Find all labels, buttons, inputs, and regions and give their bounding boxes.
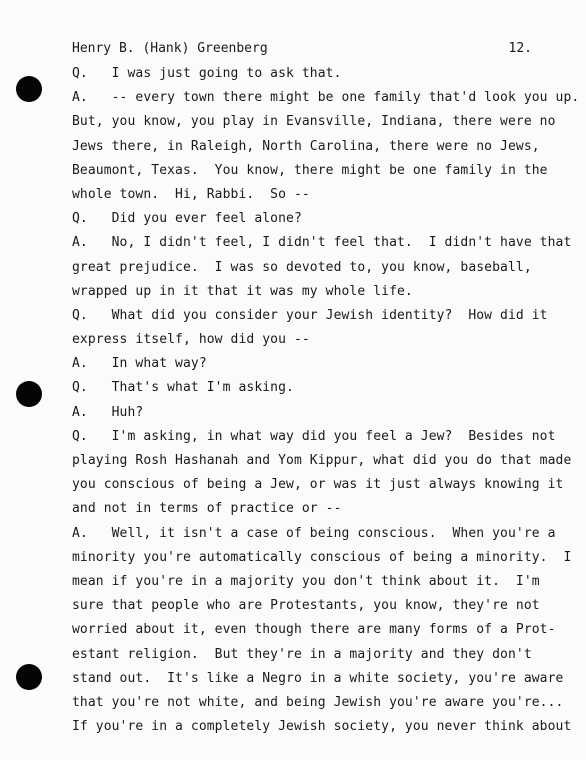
transcript-line: A. In what way? [72, 356, 207, 372]
transcript-line: Q. I was just going to ask that. [72, 66, 342, 81]
transcript-line: A. Well, it isn't a case of being conscious. When you're a [72, 525, 556, 541]
transcript-line: whole town. Hi, Rabbi. So -- [72, 186, 310, 202]
transcript-line: mean if you're in a majority you don't think about it. I'm [72, 573, 540, 589]
transcript-line: Q. That's what I'm asking. [72, 380, 294, 396]
transcript-line: wrapped up in it that it was my whole life. [72, 283, 413, 299]
page-number: 12. [508, 41, 532, 56]
transcript-line: you conscious of being a Jew, or was it just always knowing it [72, 477, 564, 493]
transcript-line: Beaumont, Texas. You know, there might be one family in the [72, 162, 548, 178]
transcript-line: and not in terms of practice or -- [72, 501, 342, 517]
transcript-line: minority you're automatically conscious of being a minority. I [72, 549, 572, 565]
transcript-line: estant religion. But they're in a majority and they don't [72, 646, 532, 662]
transcript-line: If you're in a completely Jewish society, you never think about [72, 719, 572, 735]
punch-hole-bottom [16, 664, 42, 690]
transcript-line: express itself, how did you -- [72, 332, 310, 348]
transcript-line: Q. Did you ever feel alone? [72, 211, 302, 227]
transcript-line: A. No, I didn't feel, I didn't feel that. I didn't have that [72, 235, 572, 251]
transcript-line: Q. I'm asking, in what way did you feel a Jew? Besides not [72, 428, 556, 444]
page-header [72, 40, 532, 58]
transcript-line: A. Huh? [72, 404, 144, 420]
transcript-line: stand out. It's like a Negro in a white society, you're aware [72, 670, 564, 686]
punch-hole-top [16, 76, 42, 102]
transcript-line: But, you know, you play in Evansville, Indiana, there were no [72, 114, 556, 130]
transcript-line: worried about it, even though there are many forms of a Prot- [72, 622, 556, 638]
transcript-line: sure that people who are Protestants, you know, they're not [72, 598, 540, 614]
transcript-line: that you're not white, and being Jewish you're aware you're... [72, 694, 564, 710]
punch-hole-middle [16, 381, 42, 407]
transcript-line: Jews there, in Raleigh, North Carolina, there were no Jews, [72, 138, 540, 154]
transcript-line: A. -- every town there might be one family that'd look you up. [72, 90, 580, 106]
transcript-line: playing Rosh Hashanah and Yom Kippur, what did you do that made [72, 453, 572, 468]
transcript-line: Q. What did you consider your Jewish identity? How did it [72, 307, 548, 323]
transcript-line: great prejudice. I was so devoted to, you know, baseball, [72, 259, 532, 275]
interviewee-name: Henry B. (Hank) Greenberg [72, 41, 268, 56]
transcript-body [72, 62, 580, 739]
